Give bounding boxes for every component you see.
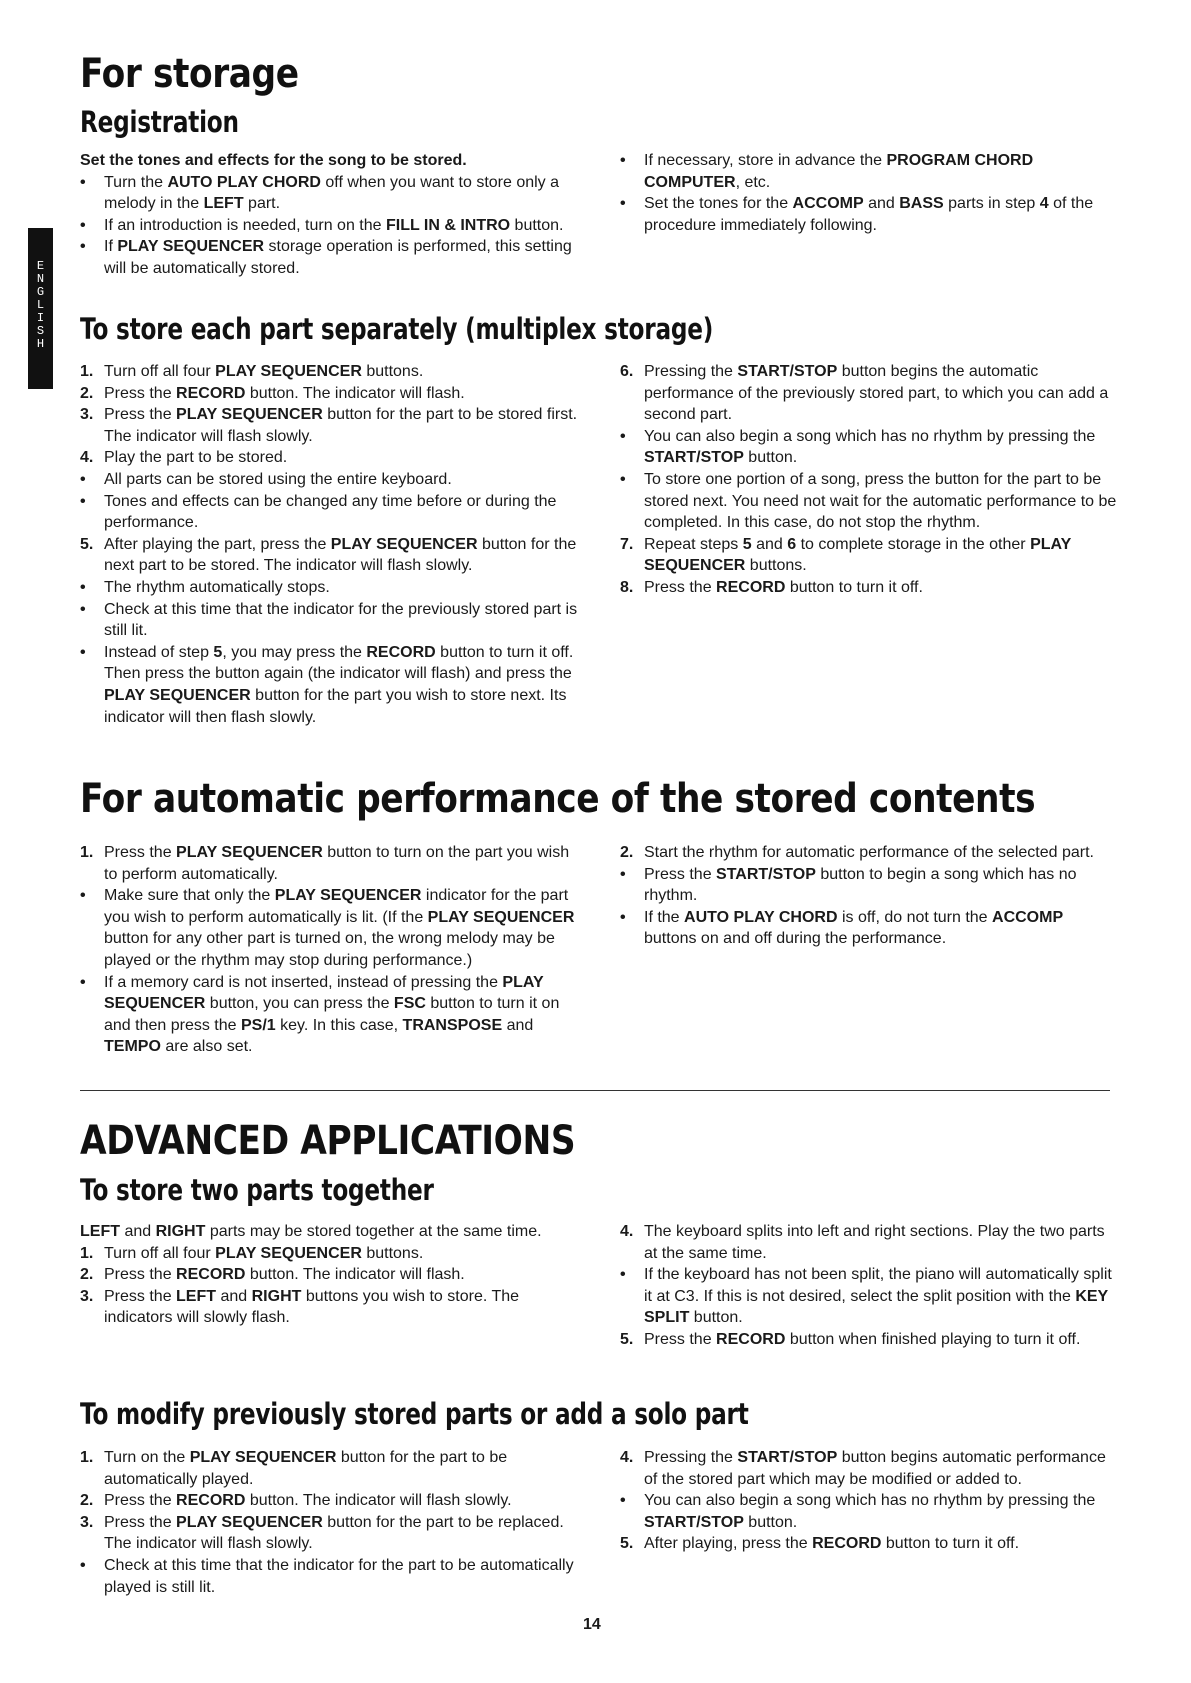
item-text: Turn the AUTO PLAY CHORD off when you want to store only a melody in the LEFT part. — [104, 173, 560, 213]
section-title-automatic: For automatic performance of the stored contents — [80, 776, 1036, 822]
multiplex-right-column — [620, 361, 1120, 599]
bullet-item — [620, 864, 1120, 907]
item-text: After playing, press the RECORD button to turn it off. — [644, 1535, 1020, 1553]
item-marker: 4. — [620, 1449, 634, 1466]
subsection-title-together: To store two parts together — [80, 1173, 434, 1207]
bullet-item — [80, 469, 580, 491]
numbered-step — [620, 1221, 1120, 1264]
item-text: LEFT and RIGHT parts may be stored together at the same time. — [80, 1223, 542, 1240]
multiplex-left-column — [80, 361, 580, 728]
item-marker: • — [620, 195, 626, 213]
item-text: Press the RECORD button. The indicator will flash. — [104, 384, 465, 402]
together-left-column — [80, 1221, 580, 1329]
subsection-title-registration: Registration — [80, 105, 239, 139]
item-marker: • — [620, 1266, 626, 1284]
numbered-step — [620, 361, 1120, 426]
numbered-step — [80, 1490, 580, 1512]
item-marker: 5. — [620, 1330, 634, 1348]
bullet-item — [80, 1555, 580, 1598]
bullet-item — [80, 599, 580, 642]
lead-paragraph — [80, 1221, 580, 1243]
numbered-step — [620, 842, 1120, 864]
item-text: If the keyboard has not been split, the piano will automatically split it at C3. If this is not desired, select the split position with the KEY SPLIT button. — [644, 1266, 1112, 1327]
bullet-item — [620, 426, 1120, 469]
modify-left-column — [80, 1447, 580, 1598]
automatic-right-column — [620, 842, 1120, 950]
item-marker: 4. — [620, 1223, 634, 1240]
item-text: Press the PLAY SEQUENCER button for the part to be replaced. The indicator will flash slowly. — [104, 1513, 564, 1553]
item-marker: • — [620, 1492, 626, 1510]
language-side-tab — [28, 228, 53, 389]
item-marker: • — [80, 600, 86, 618]
item-marker: 5. — [80, 535, 94, 553]
bullet-item — [80, 885, 580, 971]
item-text: Start the rhythm for automatic performance of the selected part. — [644, 844, 1094, 861]
item-text: Press the LEFT and RIGHT buttons you wish to store. The indicators will slowly flash. — [104, 1287, 520, 1327]
item-marker: 2. — [80, 384, 94, 402]
lead-paragraph — [80, 150, 580, 172]
storage-right-column — [620, 150, 1120, 236]
item-text: Press the RECORD button. The indicator will flash. — [104, 1266, 465, 1284]
bullet-item — [80, 172, 580, 215]
item-text: Press the PLAY SEQUENCER button for the part to be stored first. The indicator will flash slowly. — [104, 406, 578, 445]
item-text: To store one portion of a song, press the button for the part to be stored next. You need not wait for the automatic performance to be completed. In this case, do not stop the rhythm. — [644, 470, 1117, 532]
numbered-step — [80, 1243, 580, 1265]
item-marker: 4. — [80, 449, 94, 467]
bullet-item — [80, 642, 580, 728]
item-text: Press the RECORD button. The indicator will flash slowly. — [104, 1492, 512, 1510]
numbered-step — [80, 1512, 580, 1555]
item-marker: 6. — [620, 363, 634, 380]
item-marker: • — [80, 1556, 86, 1574]
bullet-item — [620, 1490, 1120, 1533]
item-marker: 8. — [620, 578, 634, 596]
item-text: Press the START/STOP button to begin a song which has no rhythm. — [644, 865, 1077, 905]
item-marker: • — [80, 216, 86, 234]
item-marker: 1. — [80, 1449, 94, 1466]
numbered-step — [80, 1447, 580, 1490]
item-marker: 1. — [80, 363, 94, 380]
item-text: Pressing the START/STOP button begins automatic performance of the stored part which may be modified or added to. — [644, 1449, 1106, 1488]
numbered-step — [620, 1533, 1120, 1555]
item-marker: • — [80, 470, 86, 488]
numbered-step — [80, 383, 580, 405]
item-marker: • — [80, 643, 86, 661]
item-marker: • — [80, 578, 86, 596]
section-title-storage: For storage — [80, 51, 299, 97]
item-text: Instead of step 5, you may press the RECORD button to turn it off. Then press the button again (the indicator will flash) and press the PLAY SEQUENCER button for the part you wish to store next. Its indicator will then flash slowly. — [104, 643, 574, 726]
item-text: All parts can be stored using the entire keyboard. — [104, 470, 452, 488]
item-marker: 2. — [620, 844, 634, 861]
bullet-item — [80, 491, 580, 534]
bullet-item — [620, 469, 1120, 534]
automatic-left-column — [80, 842, 580, 1058]
bullet-item — [80, 215, 580, 237]
item-text: Press the RECORD button to turn it off. — [644, 578, 923, 596]
item-text: Turn off all four PLAY SEQUENCER buttons. — [104, 1244, 424, 1262]
item-marker: 7. — [620, 535, 634, 553]
bullet-item — [620, 193, 1120, 236]
language-tab-letters: E N G L I S H — [36, 259, 45, 351]
item-marker: • — [620, 427, 626, 445]
item-marker: 3. — [80, 1287, 94, 1305]
item-text: Make sure that only the PLAY SEQUENCER indicator for the part you wish to perform automatically is lit. (If the PLAY SEQUENCER button for any other part is turned on, the wrong melody may be played or the rhythm may stop during performance.) — [104, 887, 575, 969]
item-marker: • — [620, 152, 626, 169]
numbered-step — [80, 842, 580, 885]
item-text: You can also begin a song which has no rhythm by pressing the START/STOP button. — [644, 1492, 1096, 1531]
divider-rule — [80, 1090, 1110, 1091]
item-text: Set the tones and effects for the song to be stored. — [80, 152, 467, 169]
numbered-step — [620, 577, 1120, 599]
item-marker: 5. — [620, 1535, 634, 1553]
item-marker: 1. — [80, 844, 94, 861]
numbered-step — [80, 1264, 580, 1286]
numbered-step — [80, 534, 580, 577]
numbered-step — [620, 534, 1120, 577]
item-text: Press the RECORD button when finished playing to turn it off. — [644, 1330, 1081, 1348]
item-marker: • — [80, 887, 86, 905]
item-text: Tones and effects can be changed any time before or during the performance. — [104, 492, 557, 532]
item-marker: • — [80, 238, 86, 256]
item-marker: 1. — [80, 1244, 94, 1262]
item-marker: 3. — [80, 406, 94, 424]
item-text: The keyboard splits into left and right sections. Play the two parts at the same time. — [644, 1223, 1105, 1262]
item-text: Check at this time that the indicator for the part to be automatically played is still lit. — [104, 1556, 574, 1596]
bullet-item — [80, 972, 580, 1058]
item-text: Turn on the PLAY SEQUENCER button for the part to be automatically played. — [104, 1449, 508, 1488]
bullet-item — [620, 150, 1120, 193]
bullet-item — [620, 907, 1120, 950]
item-text: If necessary, store in advance the PROGRAM CHORD COMPUTER, etc. — [644, 152, 1034, 191]
numbered-step — [80, 361, 580, 383]
item-marker: • — [80, 492, 86, 510]
item-text: If an introduction is needed, turn on the FILL IN & INTRO button. — [104, 216, 564, 234]
together-right-column — [620, 1221, 1120, 1351]
numbered-step — [80, 447, 580, 469]
item-marker: • — [620, 470, 626, 488]
item-text: After playing the part, press the PLAY SEQUENCER button for the next part to be stored. The indicator will flash slowly. — [104, 535, 577, 575]
numbered-step — [80, 1286, 580, 1329]
item-marker: • — [620, 865, 626, 883]
item-text: The rhythm automatically stops. — [104, 578, 330, 596]
item-text: Check at this time that the indicator for the previously stored part is still lit. — [104, 600, 578, 640]
item-text: If a memory card is not inserted, instead of pressing the PLAY SEQUENCER button, you can press the FSC button to turn it on and then press the PS/1 key. In this case, TRANSPOSE and TEMPO are also set. — [104, 973, 560, 1056]
item-text: Repeat steps 5 and 6 to complete storage in the other PLAY SEQUENCER buttons. — [644, 535, 1071, 575]
section-title-advanced: ADVANCED APPLICATIONS — [80, 1118, 576, 1164]
modify-right-column — [620, 1447, 1120, 1555]
bullet-item — [620, 1264, 1120, 1329]
bullet-item — [80, 577, 580, 599]
page-number: 14 — [583, 1616, 601, 1633]
item-text: Set the tones for the ACCOMP and BASS parts in step 4 of the procedure immediately following. — [644, 195, 1094, 234]
item-text: Play the part to be stored. — [104, 449, 288, 467]
item-text: You can also begin a song which has no rhythm by pressing the START/STOP button. — [644, 427, 1096, 467]
item-text: Press the PLAY SEQUENCER button to turn on the part you wish to perform automatically. — [104, 844, 570, 883]
storage-left-column — [80, 150, 580, 280]
item-marker: 2. — [80, 1266, 94, 1284]
item-marker: 3. — [80, 1513, 94, 1531]
numbered-step — [80, 404, 580, 447]
item-marker: • — [80, 973, 86, 991]
numbered-step — [620, 1447, 1120, 1490]
item-text: If PLAY SEQUENCER storage operation is performed, this setting will be automatically stored. — [104, 238, 572, 277]
item-marker: • — [620, 908, 626, 926]
subsection-title-multiplex: To store each part separately (multiplex storage) — [80, 312, 714, 346]
item-text: Turn off all four PLAY SEQUENCER buttons. — [104, 363, 424, 380]
item-text: Pressing the START/STOP button begins the automatic performance of the previously stored part, to which you can add a second part. — [644, 363, 1109, 424]
item-marker: • — [80, 173, 86, 191]
item-text: If the AUTO PLAY CHORD is off, do not turn the ACCOMP buttons on and off during the performance. — [644, 908, 1064, 948]
bullet-item — [80, 236, 580, 279]
numbered-step — [620, 1329, 1120, 1351]
item-marker: 2. — [80, 1492, 94, 1510]
subsection-title-modify: To modify previously stored parts or add a solo part — [80, 1397, 749, 1431]
